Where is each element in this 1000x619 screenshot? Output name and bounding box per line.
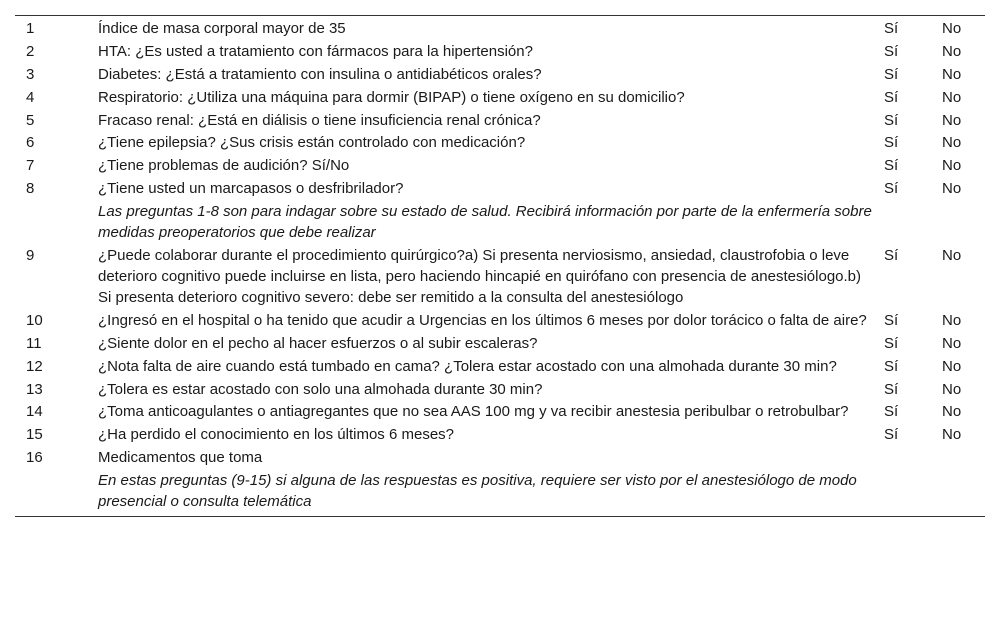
question-row xyxy=(15,310,996,333)
answer-yes: Sí xyxy=(884,42,899,60)
question-text: Medicamentos que toma xyxy=(98,449,263,467)
answer-no: No xyxy=(942,20,962,37)
note-row xyxy=(15,201,996,245)
question-number: 4 xyxy=(26,88,35,106)
answer-yes: Sí xyxy=(884,380,899,398)
answer-no: No xyxy=(942,311,962,329)
answer-yes: Sí xyxy=(884,311,899,329)
question-row xyxy=(15,379,996,402)
answer-no: No xyxy=(942,180,962,198)
answer-yes: Sí xyxy=(884,65,899,83)
question-number: 3 xyxy=(26,65,35,83)
answer-yes xyxy=(884,201,942,245)
note-text: Las preguntas 1-8 son para indagar sobre su estado de salud. Recibirá información por parte de la enfermería sobre medidas preoperatorios que debe realizar xyxy=(98,203,872,242)
answer-yes: Sí xyxy=(884,180,899,198)
question-row xyxy=(15,447,996,470)
answer-yes: Sí xyxy=(884,426,899,444)
question-number: 12 xyxy=(26,357,43,375)
question-text: ¿Ingresó en el hospital o ha tenido que acudir a Urgencias en los últimos 6 meses por dolor torácico o falta de aire? xyxy=(98,311,867,329)
question-number: 16 xyxy=(26,449,43,467)
note-row xyxy=(15,470,996,514)
question-number: 8 xyxy=(26,180,35,198)
answer-no: No xyxy=(942,380,962,398)
question-number: 1 xyxy=(26,20,35,37)
question-text: Respiratorio: ¿Utiliza una máquina para dormir (BIPAP) o tiene oxígeno en su domicilio? xyxy=(98,88,685,106)
question-row xyxy=(15,132,996,155)
answer-no xyxy=(942,470,996,514)
questionnaire-table xyxy=(15,15,985,517)
answer-no: No xyxy=(942,403,962,421)
question-row xyxy=(15,41,996,64)
question-text: ¿Siente dolor en el pecho al hacer esfuerzos o al subir escaleras? xyxy=(98,334,538,352)
question-row xyxy=(15,245,996,310)
answer-yes: Sí xyxy=(884,20,899,37)
answer-no: No xyxy=(942,88,962,106)
question-number: 13 xyxy=(26,380,43,398)
answer-no: No xyxy=(942,426,962,444)
answer-no xyxy=(942,447,996,470)
question-row xyxy=(15,155,996,178)
question-text: ¿Nota falta de aire cuando está tumbado en cama? ¿Tolera estar acostado con una almohada durante 30 min? xyxy=(98,357,837,375)
question-row xyxy=(15,356,996,379)
question-text: ¿Puede colaborar durante el procedimiento quirúrgico?a) Si presenta nerviosismo, ansiedad, claustrofobia o leve deterioro cognitivo puede incluirse en lista, pero haciendo hincapié en quirófano con presencia de anestesiólogo.b) Si presenta deterioro cognitivo severo: debe ser remitido a la consulta del anestesiólogo xyxy=(98,247,862,307)
question-row xyxy=(15,110,996,133)
question-text: Índice de masa corporal mayor de 35 xyxy=(98,20,346,37)
answer-no: No xyxy=(942,65,962,83)
question-number: 10 xyxy=(26,311,43,329)
questionnaire-body xyxy=(15,18,996,514)
answer-no: No xyxy=(942,357,962,375)
answer-yes: Sí xyxy=(884,134,899,152)
question-text: Diabetes: ¿Está a tratamiento con insulina o antidiabéticos orales? xyxy=(98,65,542,83)
question-text: ¿Ha perdido el conocimiento en los últimos 6 meses? xyxy=(98,426,455,444)
answer-no: No xyxy=(942,42,962,60)
answer-yes: Sí xyxy=(884,88,899,106)
question-text: Fracaso renal: ¿Está en diálisis o tiene insuficiencia renal crónica? xyxy=(98,111,541,129)
answer-yes xyxy=(884,447,942,470)
question-row xyxy=(15,178,996,201)
question-number xyxy=(15,201,98,245)
questionnaire-grid xyxy=(15,18,996,514)
question-row xyxy=(15,64,996,87)
answer-yes: Sí xyxy=(884,403,899,421)
question-number: 6 xyxy=(26,134,35,152)
question-text: ¿Tiene problemas de audición? Sí/No xyxy=(98,157,350,175)
answer-yes: Sí xyxy=(884,157,899,175)
question-number: 2 xyxy=(26,42,35,60)
question-text: ¿Tolera es estar acostado con solo una almohada durante 30 min? xyxy=(98,380,543,398)
question-row xyxy=(15,18,996,41)
question-number: 15 xyxy=(26,426,43,444)
question-row xyxy=(15,333,996,356)
question-number: 9 xyxy=(26,247,35,265)
question-text: ¿Toma anticoagulantes o antiagregantes que no sea AAS 100 mg y va recibir anestesia peribulbar o retrobulbar? xyxy=(98,403,849,421)
answer-no: No xyxy=(942,247,962,265)
answer-no: No xyxy=(942,134,962,152)
answer-no xyxy=(942,201,996,245)
question-number: 5 xyxy=(26,111,35,129)
answer-yes: Sí xyxy=(884,247,899,265)
answer-yes: Sí xyxy=(884,334,899,352)
answer-no: No xyxy=(942,111,962,129)
question-row xyxy=(15,424,996,447)
note-text: En estas preguntas (9-15) si alguna de las respuestas es positiva, requiere ser visto por el anestesiólogo de modo presencial o consulta telemática xyxy=(98,472,857,511)
question-text: ¿Tiene epilepsia? ¿Sus crisis están controlado con medicación? xyxy=(98,134,526,152)
answer-yes: Sí xyxy=(884,357,899,375)
question-number xyxy=(15,470,98,514)
question-row xyxy=(15,87,996,110)
answer-no: No xyxy=(942,157,962,175)
question-number: 14 xyxy=(26,403,43,421)
question-text: ¿Tiene usted un marcapasos o desfribrilador? xyxy=(98,180,404,198)
answer-yes: Sí xyxy=(884,111,899,129)
answer-no: No xyxy=(942,334,962,352)
question-text: HTA: ¿Es usted a tratamiento con fármacos para la hipertensión? xyxy=(98,42,533,60)
answer-yes xyxy=(884,470,942,514)
question-number: 11 xyxy=(26,334,42,352)
question-row xyxy=(15,401,996,424)
question-number: 7 xyxy=(26,157,35,175)
